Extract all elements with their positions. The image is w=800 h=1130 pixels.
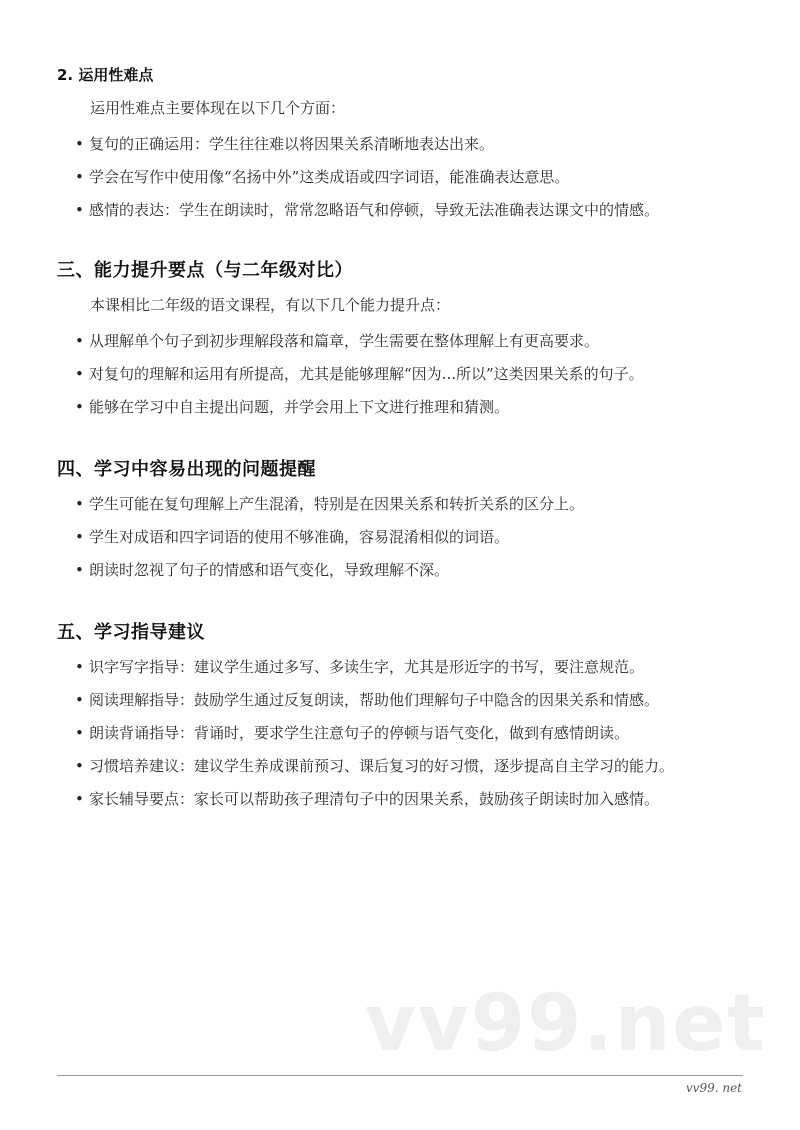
bullet-icon: • (75, 724, 84, 742)
list-study-guidance (75, 657, 755, 822)
bullet-icon: • (75, 365, 84, 383)
list-ability-improvement (75, 331, 755, 430)
list-common-problems (75, 494, 755, 593)
bullet-icon: • (75, 135, 84, 153)
footer-divider (57, 1075, 743, 1076)
list-item: • 阅读理解指导：鼓励学生通过反复朗读，帮助他们理解句子中隐含的因果关系和情感。 (75, 691, 660, 709)
heading-common-problems: 四、学习中容易出现的问题提醒 (57, 459, 316, 480)
intro-ability-improvement: 本课相比二年级的语文课程，有以下几个能力提升点： (90, 296, 451, 314)
footer-site-label: vv99. net (685, 1081, 742, 1095)
list-item: • 学生可能在复句理解上产生混淆，特别是在因果关系和转折关系的区分上。 (75, 495, 585, 513)
bullet-icon: • (75, 168, 84, 186)
list-item: • 能够在学习中自主提出问题，并学会用上下文进行推理和猜测。 (75, 398, 510, 416)
bullet-icon: • (75, 398, 84, 416)
bullet-icon: • (75, 332, 84, 350)
list-item: • 习惯培养建议：建议学生养成课前预习、课后复习的好习惯，逐步提高自主学习的能力。 (75, 757, 675, 775)
heading-study-guidance: 五、学习指导建议 (57, 622, 205, 643)
list-applied-difficulties (75, 134, 755, 233)
list-item: • 感情的表达：学生在朗读时，常常忽略语气和停顿，导致无法准确表达课文中的情感。 (75, 201, 660, 219)
intro-applied-difficulties: 运用性难点主要体现在以下几个方面： (90, 99, 346, 117)
bullet-icon: • (75, 495, 84, 513)
heading-ability-improvement: 三、能力提升要点（与二年级对比） (57, 260, 353, 281)
list-item: • 学生对成语和四字词语的使用不够准确，容易混淆相似的词语。 (75, 528, 510, 546)
list-item: • 识字写字指导：建议学生通过多写、多读生字，尤其是形近字的书写，要注意规范。 (75, 658, 645, 676)
bullet-icon: • (75, 561, 84, 579)
bullet-icon: • (75, 757, 84, 775)
bullet-icon: • (75, 691, 84, 709)
list-item: • 朗读背诵指导：背诵时，要求学生注意句子的停顿与语气变化，做到有感情朗读。 (75, 724, 630, 742)
list-item: • 从理解单个句子到初步理解段落和篇章，学生需要在整体理解上有更高要求。 (75, 332, 600, 350)
bullet-icon: • (75, 658, 84, 676)
list-item: • 朗读时忽视了句子的情感和语气变化，导致理解不深。 (75, 561, 450, 579)
subheading-applied-difficulties: 2. 运用性难点 (57, 66, 154, 84)
list-item: • 复句的正确运用：学生往往难以将因果关系清晰地表达出来。 (75, 135, 495, 153)
list-item: • 家长辅导要点：家长可以帮助孩子理清句子中的因果关系，鼓励孩子朗读时加入感情。 (75, 790, 660, 808)
bullet-icon: • (75, 201, 84, 219)
list-item: • 对复句的理解和运用有所提高，尤其是能够理解“因为...所以”这类因果关系的句子。 (75, 365, 644, 383)
watermark: vv99.net (365, 979, 767, 1069)
list-item: • 学会在写作中使用像“名扬中外”这类成语或四字词语，能准确表达意思。 (75, 168, 570, 186)
bullet-icon: • (75, 528, 84, 546)
bullet-icon: • (75, 790, 84, 808)
